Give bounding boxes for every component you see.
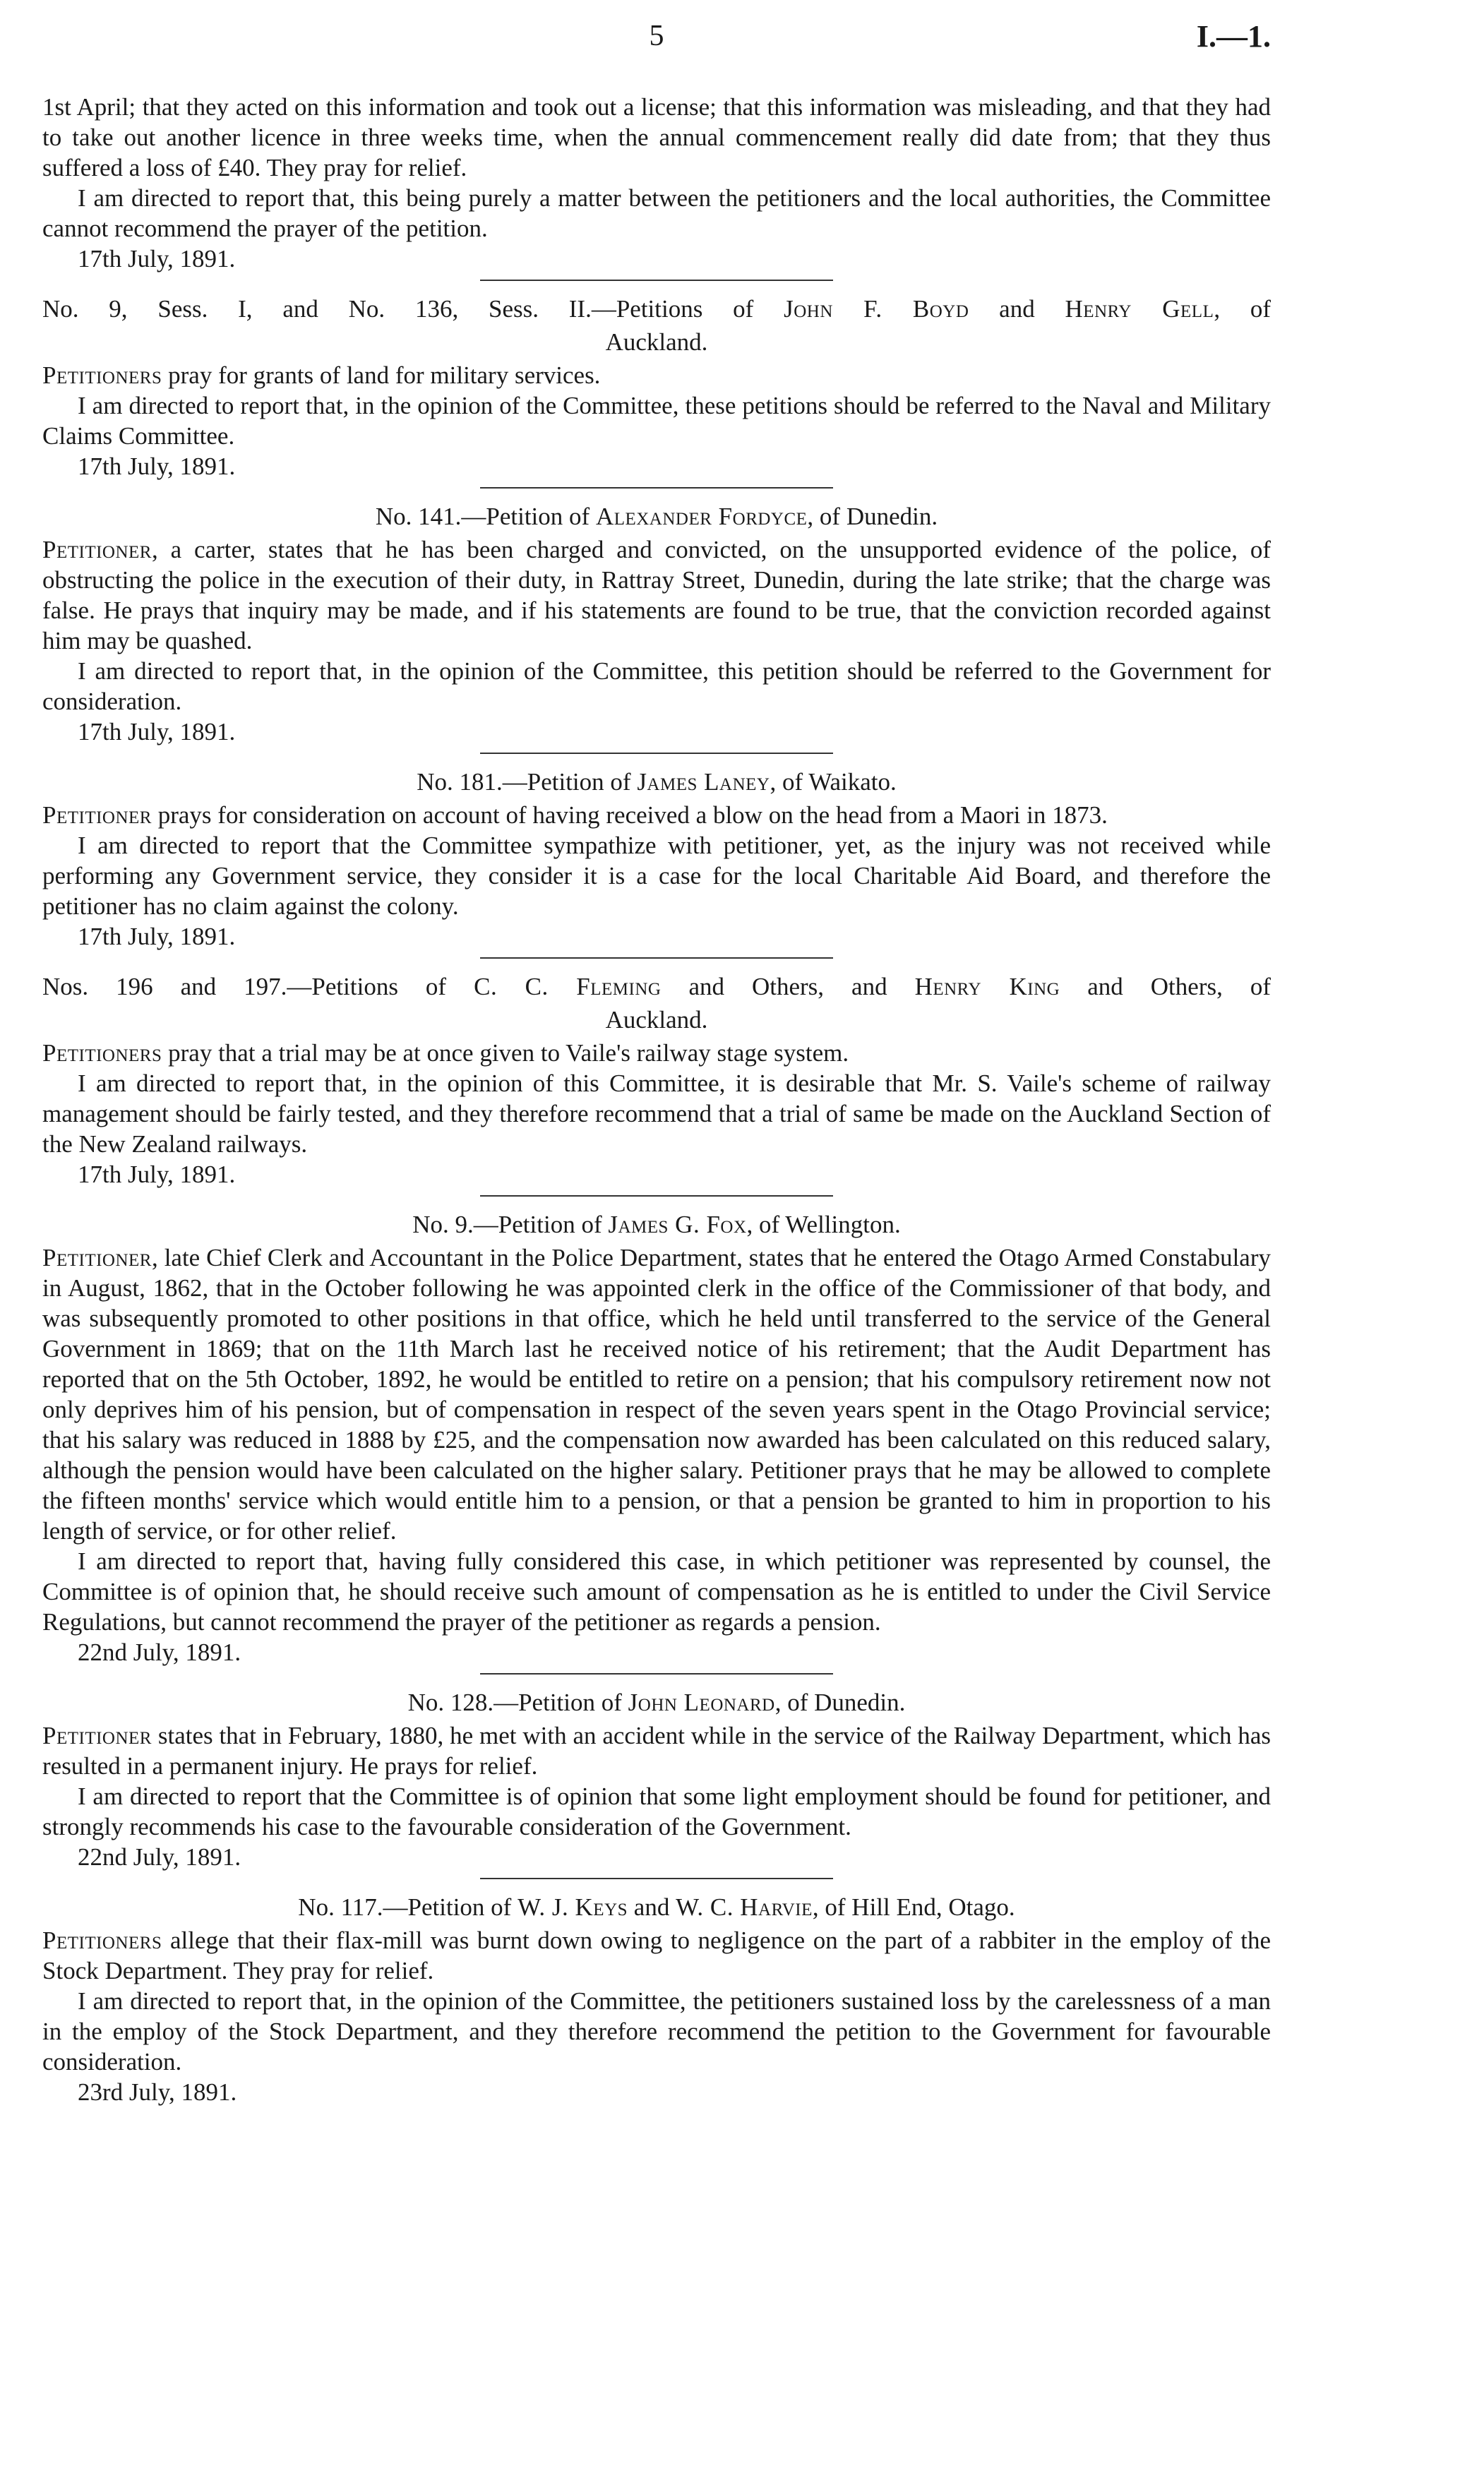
report-date: 23rd July, 1891. [78, 2078, 237, 2106]
report-date: 17th July, 1891. [78, 923, 236, 950]
petition-title: No. 141.—Petition of Alexander Fordyce, of Dunedin. [375, 503, 938, 530]
section-divider [480, 487, 833, 489]
petition-lead: Petitioner [42, 801, 152, 829]
petition-title: No. 9, Sess. I, and No. 136, Sess. II.—Petitions of John F. Boyd and Henry Gell, of [42, 295, 1271, 323]
section-divider [480, 753, 833, 754]
page-number: 5 [649, 20, 664, 52]
petitioner-name: Henry Gell [1065, 295, 1214, 323]
petition-body: Petitioner, late Chief Clerk and Accountant in the Police Department, states that he entered the Otago Armed Constabulary in August, 1862, that in the October following he was appointed clerk in the office of the Commissioner of that body, and was subsequently promoted to other positions in that office, which he held until transferred to the service of the General Government in 1869; that on the 11th March last he received notice of his retirement; that the Audit Department has reported that on the 5th October, 1892, he would be entitled to retire on a pension; that his compulsory retirement now not only deprives him of his pension, but of compensation in respect of the seven years spent in the Otago Provincial service; that his salary was reduced in 1888 by £25, and the compensation now awarded has been calculated on this reduced salary, although the pension would have been calculated on the higher salary. Petitioner prays that he may be allowed to complete the fifteen months' service which would entitle him to a pension, or that a pension be granted to him in proportion to his length of service, or for other relief. [42, 1244, 1271, 1545]
page-header [42, 21, 1271, 64]
report-paragraph: I am directed to report that, having fully considered this case, in which petitioner was represented by counsel, the Committee is of opinion that, he should receive such amount of compensation as he is entitled to under the Civil Service Regulations, but cannot recommend the prayer of the petitioner as regards a pension. [42, 1547, 1271, 1636]
petition-title-continued: Auckland. [605, 1006, 708, 1034]
petition-section [42, 1209, 1271, 1667]
petition-title: No. 128.—Petition of John Leonard, of Dunedin. [407, 1689, 906, 1716]
petition-body: Petitioner states that in February, 1880, he met with an accident while in the service of the Railway Department, which has resulted in a permanent injury. He prays for relief. [42, 1722, 1271, 1780]
petition-section [42, 294, 1271, 481]
petitioner-name: W. C. Harvie [676, 1893, 813, 1921]
paper-reference: I.—1. [1196, 19, 1271, 54]
petition-lead: Petitioner [42, 1722, 152, 1749]
section-divider [480, 1878, 833, 1879]
report-date: 22nd July, 1891. [78, 1843, 241, 1871]
petition-lead: Petitioners [42, 361, 162, 389]
petition-title: No. 9.—Petition of James G. Fox, of Wellington. [412, 1211, 901, 1238]
report-paragraph: I am directed to report that, in the opinion of the Committee, the petitioners sustained loss by the carelessness of a man in the employ of the Stock Department, and they therefore recommend the petition to the Government for favourable consideration. [42, 1987, 1271, 2075]
petitioner-name: James Laney [637, 768, 770, 796]
section-divider [480, 1673, 833, 1675]
report-date: 17th July, 1891. [78, 453, 236, 480]
petitioner-name: W. J. Keys [517, 1893, 628, 1921]
petition-lead: Petitioners [42, 1039, 162, 1067]
petitioner-name: James G. Fox [608, 1211, 747, 1238]
petition-body: Petitioners pray for grants of land for military services. [42, 361, 601, 389]
document-page [42, 21, 1271, 2107]
section-divider [480, 280, 833, 281]
petition-section [42, 971, 1271, 1190]
intro-paragraph: 1st April; that they acted on this information and took out a license; that this information was misleading, and that they had to take out another licence in three weeks time, when the annual commencement really did date from; that they thus suffered a loss of £40. They pray for relief. [42, 93, 1271, 181]
petition-lead: Petitioners [42, 1927, 162, 1954]
report-paragraph: I am directed to report that the Committee is of opinion that some light employment should be found for petitioner, and strongly recommends his case to the favourable consideration of the Government. [42, 1783, 1271, 1840]
petitioner-name: John Leonard [628, 1689, 775, 1716]
intro-section [42, 92, 1271, 274]
petitioner-name: C. C. Fleming [474, 973, 662, 1000]
petition-body: Petitioner prays for consideration on account of having received a blow on the head from a Maori in 1873. [42, 801, 1108, 829]
petition-title: No. 181.—Petition of James Laney, of Waikato. [417, 768, 897, 796]
petition-title: No. 117.—Petition of W. J. Keys and W. C. Harvie, of Hill End, Otago. [298, 1893, 1015, 1921]
report-paragraph: I am directed to report that, this being purely a matter between the petitioners and the local authorities, the Committee cannot recommend the prayer of the petition. [42, 184, 1271, 242]
petition-section [42, 767, 1271, 952]
section-divider [480, 957, 833, 959]
petition-lead: Petitioner [42, 1244, 152, 1271]
report-date: 17th July, 1891. [78, 1161, 236, 1188]
report-date: 17th July, 1891. [78, 245, 236, 272]
report-date: 17th July, 1891. [78, 718, 236, 745]
petition-section [42, 1892, 1271, 2107]
petition-section [42, 1687, 1271, 1872]
petition-section [42, 501, 1271, 747]
report-paragraph: I am directed to report that, in the opinion of the Committee, this petition should be referred to the Government for consideration. [42, 657, 1271, 715]
petitioner-name: Henry King [914, 973, 1060, 1000]
petition-lead: Petitioner [42, 536, 152, 563]
petition-title: Nos. 196 and 197.—Petitions of C. C. Fleming and Others, and Henry King and Others, of [42, 973, 1271, 1000]
petition-body: Petitioners pray that a trial may be at once given to Vaile's railway stage system. [42, 1039, 849, 1067]
petitioner-name: John F. Boyd [784, 295, 969, 323]
petition-body: Petitioner, a carter, states that he has been charged and convicted, on the unsupported evidence of the police, of obstructing the police in the execution of their duty, in Rattray Street, Dunedin, during the late strike; that the charge was false. He prays that inquiry may be made, and if his statements are found to be true, that the conviction recorded against him may be quashed. [42, 536, 1271, 654]
report-paragraph: I am directed to report that, in the opinion of this Committee, it is desirable that Mr. S. Vaile's scheme of railway management should be fairly tested, and they therefore recommend that a trial of same be made on the Auckland Section of the New Zealand railways. [42, 1070, 1271, 1158]
report-paragraph: I am directed to report that, in the opinion of the Committee, these petitions should be referred to the Naval and Military Claims Committee. [42, 392, 1271, 450]
report-paragraph: I am directed to report that the Committee sympathize with petitioner, yet, as the injury was not received while performing any Government service, they consider it is a case for the local Charitable Aid Board, and therefore the petitioner has no claim against the colony. [42, 832, 1271, 920]
petitioner-name: Alexander Fordyce [595, 503, 808, 530]
report-date: 22nd July, 1891. [78, 1639, 241, 1666]
section-divider [480, 1195, 833, 1197]
petition-body: Petitioners allege that their flax-mill was burnt down owing to negligence on the part of a rabbiter in the employ of the Stock Department. They pray for relief. [42, 1927, 1271, 1984]
petition-title-continued: Auckland. [605, 328, 708, 356]
